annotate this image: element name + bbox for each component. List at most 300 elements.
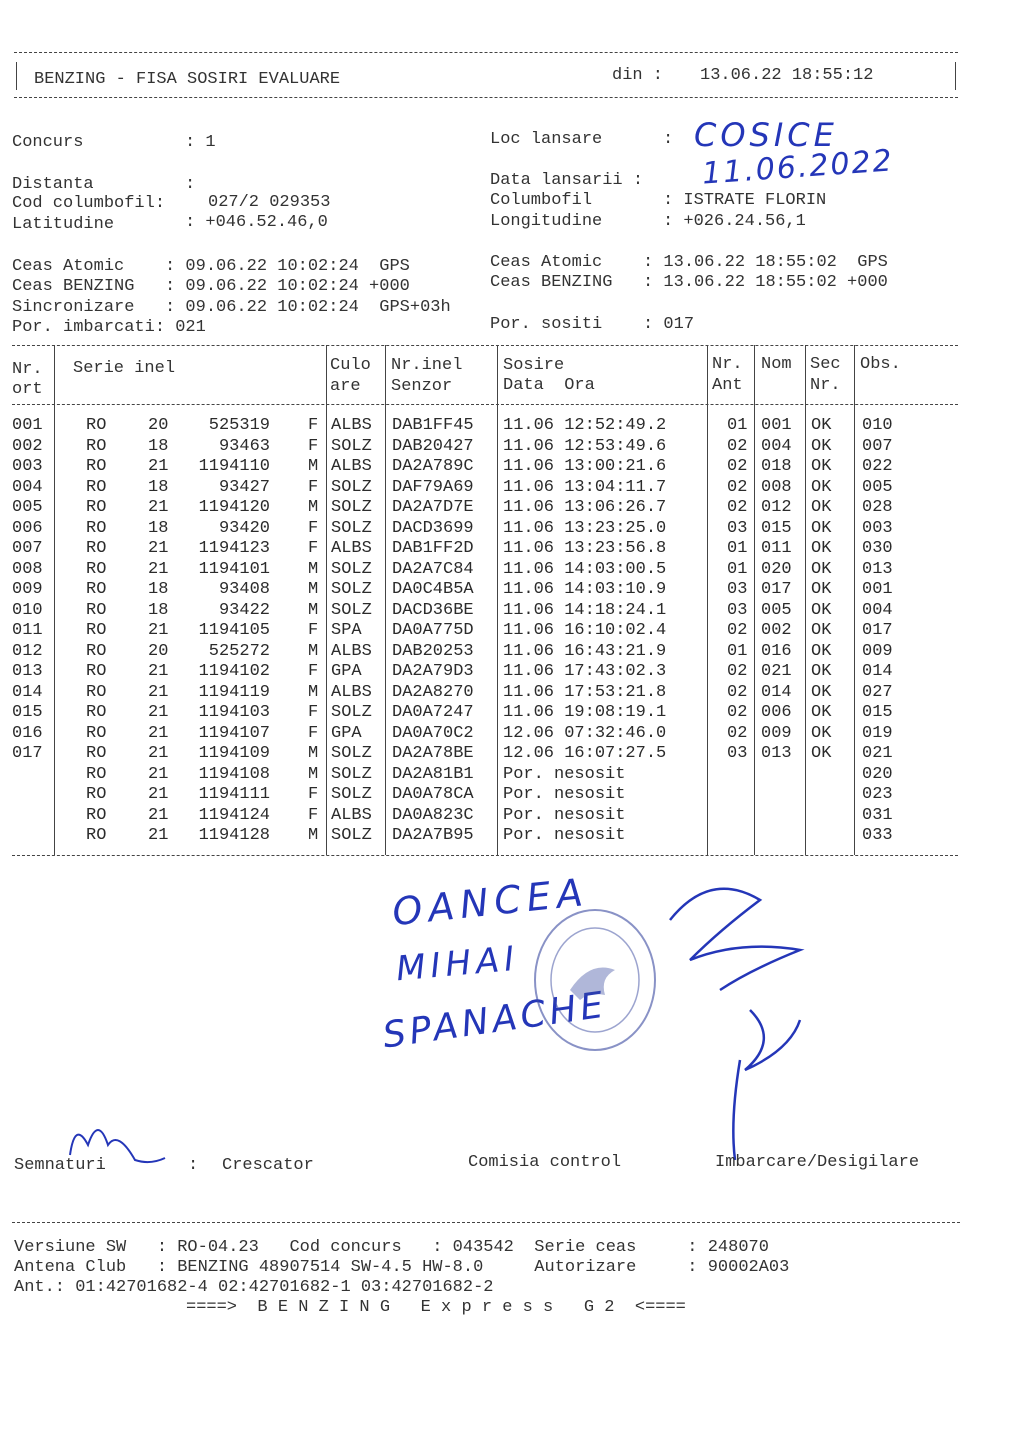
row-senzor: DA2A7B95 — [392, 826, 474, 845]
row-tara: RO — [86, 662, 107, 681]
row-inel: 525272 — [208, 641, 270, 661]
row-culoare: ALBS — [331, 805, 372, 825]
table-row — [0, 724, 1000, 744]
row-nom: 021 — [761, 662, 792, 681]
row-senzor: DA0A70C2 — [392, 723, 474, 743]
row-sec: OK — [811, 723, 832, 743]
row-sex: F — [308, 662, 319, 681]
row-sosire: 11.06 16:43:21.9 — [503, 641, 667, 661]
row-an: 21 — [148, 559, 169, 579]
club-stamp — [520, 900, 670, 1060]
concurs-value: : 1 — [185, 133, 216, 152]
data-lansarii-label: Data lansarii : — [490, 171, 644, 190]
table-row — [0, 560, 1000, 580]
row-culoare: SOLZ — [331, 600, 372, 620]
row-sosire: 11.06 17:53:21.8 — [503, 682, 667, 702]
header-left-border — [16, 62, 17, 90]
row-sec: OK — [811, 436, 832, 456]
row-nom: 012 — [761, 498, 792, 517]
row-an: 18 — [148, 477, 169, 497]
table-row — [0, 437, 1000, 457]
row-obs: 027 — [862, 682, 893, 702]
handwritten-name-3: SPANACHE — [380, 984, 610, 1057]
row-nom: 005 — [761, 600, 792, 620]
row-sex: M — [308, 457, 319, 476]
th-culoare-2: are — [330, 377, 361, 396]
row-senzor: DAB1FF2D — [392, 539, 474, 558]
row-ant: 01 — [727, 416, 748, 435]
table-top-rule — [12, 345, 958, 346]
row-inel: 1194123 — [198, 539, 270, 558]
row-culoare: SOLZ — [331, 764, 372, 784]
row-sex: M — [308, 764, 319, 784]
row-obs: 031 — [862, 805, 893, 825]
table-row — [0, 416, 1000, 436]
row-sex: M — [308, 580, 319, 599]
row-obs: 015 — [862, 703, 893, 722]
row-nr: 004 — [12, 477, 43, 497]
row-nom: 011 — [761, 539, 792, 558]
row-an: 21 — [148, 539, 169, 558]
report-title: BENZING - FISA SOSIRI EVALUARE — [34, 70, 341, 89]
row-senzor: DACD3699 — [392, 518, 474, 538]
row-sec: OK — [811, 641, 832, 661]
row-sosire: 11.06 17:43:02.3 — [503, 662, 667, 681]
row-senzor: DA2A78BE — [392, 744, 474, 763]
row-sex: F — [308, 436, 319, 456]
row-inel: 1194108 — [198, 764, 270, 784]
row-sex: M — [308, 559, 319, 579]
row-obs: 020 — [862, 764, 893, 784]
row-sex: M — [308, 641, 319, 661]
row-culoare: GPA — [331, 723, 362, 743]
row-ant: 02 — [727, 498, 748, 517]
row-tara: RO — [86, 559, 107, 579]
row-nr: 006 — [12, 518, 43, 538]
row-nom: 002 — [761, 621, 792, 640]
row-sosire: 11.06 12:53:49.6 — [503, 436, 667, 456]
row-ant: 02 — [727, 436, 748, 456]
row-tara: RO — [86, 641, 107, 661]
latitudine-label: Latitudine — [12, 215, 115, 234]
row-sex: M — [308, 826, 319, 845]
row-nr: 003 — [12, 457, 43, 476]
th-senzor: Senzor — [391, 377, 453, 396]
row-sosire: 11.06 16:10:02.4 — [503, 621, 667, 640]
row-sex: M — [308, 600, 319, 620]
ceas-benzing-end: Ceas BENZING : 13.06.22 18:55:02 +000 — [490, 273, 888, 292]
row-nom: 017 — [761, 580, 792, 599]
row-nr: 010 — [12, 600, 43, 620]
th-data-ora: Data Ora — [503, 376, 595, 395]
row-ant: 02 — [727, 703, 748, 722]
row-sosire: 11.06 12:52:49.2 — [503, 416, 667, 435]
row-culoare: SOLZ — [331, 826, 372, 845]
row-obs: 005 — [862, 477, 893, 497]
th-nom: Nom — [761, 355, 792, 374]
th-nr-inel: Nr.inel — [391, 356, 463, 375]
row-culoare: ALBS — [331, 641, 372, 661]
row-sosire: 11.06 13:23:25.0 — [503, 518, 667, 538]
row-an: 21 — [148, 703, 169, 722]
row-ant: 03 — [727, 600, 748, 620]
row-obs: 009 — [862, 641, 893, 661]
th-nr-ant: Nr. — [712, 355, 743, 374]
row-senzor: DACD36BE — [392, 600, 474, 620]
row-nom: 009 — [761, 723, 792, 743]
row-ant: 02 — [727, 477, 748, 497]
table-row — [0, 826, 1000, 846]
row-sec: OK — [811, 457, 832, 476]
ceas-atomic-end: Ceas Atomic : 13.06.22 18:55:02 GPS — [490, 253, 888, 272]
row-ant: 02 — [727, 662, 748, 681]
row-tara: RO — [86, 785, 107, 804]
row-nr: 001 — [12, 416, 43, 435]
row-sex: F — [308, 416, 319, 435]
header-top-rule — [14, 52, 958, 53]
row-ant: 03 — [727, 580, 748, 599]
distanta-label: Distanta — [12, 175, 94, 194]
row-sec: OK — [811, 662, 832, 681]
table-row — [0, 539, 1000, 559]
row-inel: 1194105 — [198, 621, 270, 640]
table-row — [0, 621, 1000, 641]
row-nom: 020 — [761, 559, 792, 579]
row-senzor: DA0A7247 — [392, 703, 474, 722]
footer-line-3: Ant.: 01:42701682-4 02:42701682-1 03:42701682-2 — [14, 1278, 494, 1297]
table-bottom-rule — [12, 855, 958, 856]
row-nr: 013 — [12, 662, 43, 681]
comisia-label: Comisia control — [468, 1153, 622, 1172]
row-inel: 93427 — [218, 477, 270, 497]
row-inel: 1194128 — [198, 826, 270, 845]
row-culoare: SOLZ — [331, 703, 372, 722]
row-an: 21 — [148, 682, 169, 702]
columbofil-value: : ISTRATE FLORIN — [663, 191, 827, 210]
table-row — [0, 519, 1000, 539]
row-an: 21 — [148, 805, 169, 825]
row-senzor: DA0A823C — [392, 805, 474, 825]
row-sec: OK — [811, 703, 832, 722]
row-sex: M — [308, 682, 319, 702]
row-tara: RO — [86, 703, 107, 722]
row-ant: 02 — [727, 723, 748, 743]
row-tara: RO — [86, 723, 107, 743]
row-nr: 012 — [12, 641, 43, 661]
row-obs: 003 — [862, 518, 893, 538]
ceas-benzing-start: Ceas BENZING : 09.06.22 10:02:24 +000 — [12, 277, 410, 296]
row-sex: F — [308, 805, 319, 825]
row-nom: 014 — [761, 682, 792, 702]
row-an: 18 — [148, 580, 169, 599]
row-obs: 017 — [862, 621, 893, 640]
row-senzor: DAF79A69 — [392, 477, 474, 497]
table-row — [0, 744, 1000, 764]
row-culoare: SOLZ — [331, 785, 372, 804]
loc-lansare-handwritten: COSICE — [694, 116, 838, 154]
table-header-rule — [12, 404, 958, 405]
table-row — [0, 806, 1000, 826]
row-an: 20 — [148, 416, 169, 435]
row-tara: RO — [86, 416, 107, 435]
row-sec: OK — [811, 416, 832, 435]
handwritten-name-2: MIHAI — [394, 938, 521, 990]
table-row — [0, 765, 1000, 785]
row-culoare: SOLZ — [331, 477, 372, 497]
th-sec-nr: Nr. — [810, 376, 841, 395]
row-culoare: SPA — [331, 621, 362, 640]
row-ant: 01 — [727, 539, 748, 558]
row-inel: 1194109 — [198, 744, 270, 763]
table-row — [0, 498, 1000, 518]
row-obs: 022 — [862, 457, 893, 476]
row-sec: OK — [811, 600, 832, 620]
row-obs: 021 — [862, 744, 893, 763]
table-row — [0, 642, 1000, 662]
row-tara: RO — [86, 457, 107, 476]
row-nr: 008 — [12, 559, 43, 579]
row-nom: 015 — [761, 518, 792, 538]
row-ant: 02 — [727, 621, 748, 640]
row-inel: 1194101 — [198, 559, 270, 579]
row-senzor: DA2A7C84 — [392, 559, 474, 579]
header-right-border — [955, 62, 956, 90]
row-sex: F — [308, 723, 319, 743]
row-obs: 028 — [862, 498, 893, 517]
row-sosire: 11.06 13:00:21.6 — [503, 457, 667, 476]
row-senzor: DA2A7D7E — [392, 498, 474, 517]
row-nr: 002 — [12, 436, 43, 456]
row-senzor: DA2A81B1 — [392, 764, 474, 784]
row-an: 20 — [148, 641, 169, 661]
row-sec: OK — [811, 744, 832, 763]
row-an: 21 — [148, 662, 169, 681]
row-sec: OK — [811, 477, 832, 497]
row-obs: 014 — [862, 662, 893, 681]
table-row — [0, 601, 1000, 621]
row-inel: 1194119 — [198, 682, 270, 702]
row-sosire: Por. nesosit — [503, 805, 626, 825]
row-ant: 03 — [727, 744, 748, 763]
footer-line-1: Versiune SW : RO-04.23 Cod concurs : 043542 Serie ceas : 248070 — [14, 1238, 769, 1257]
row-ant: 01 — [727, 559, 748, 579]
row-sec: OK — [811, 580, 832, 599]
row-inel: 1194103 — [198, 703, 270, 722]
row-an: 21 — [148, 621, 169, 640]
row-culoare: ALBS — [331, 416, 372, 435]
th-obs: Obs. — [860, 355, 901, 374]
row-senzor: DA0A775D — [392, 621, 474, 640]
row-an: 21 — [148, 785, 169, 804]
columbofil-label: Columbofil — [490, 191, 593, 210]
table-row — [0, 580, 1000, 600]
table-row — [0, 703, 1000, 723]
row-an: 21 — [148, 744, 169, 763]
handwritten-name-1: OANCEA — [390, 869, 591, 935]
loc-lansare-label: Loc lansare — [490, 130, 603, 149]
row-an: 21 — [148, 457, 169, 476]
row-sec: OK — [811, 621, 832, 640]
row-sosire: Por. nesosit — [503, 785, 626, 804]
th-ant: Ant — [712, 376, 743, 395]
row-senzor: DA0C4B5A — [392, 580, 474, 599]
arrivals-table-body — [0, 416, 1000, 848]
table-row — [0, 478, 1000, 498]
row-inel: 1194102 — [198, 662, 270, 681]
row-senzor: DAB20253 — [392, 641, 474, 661]
row-nom: 006 — [761, 703, 792, 722]
row-an: 21 — [148, 498, 169, 517]
distanta-value: : — [185, 175, 196, 194]
row-sosire: 12.06 07:32:46.0 — [503, 723, 667, 743]
row-sec: OK — [811, 498, 832, 517]
cod-columbofil-label: Cod columbofil: — [12, 194, 166, 213]
row-sec: OK — [811, 559, 832, 579]
row-obs: 023 — [862, 785, 893, 804]
row-nom: 008 — [761, 477, 792, 497]
row-nom: 004 — [761, 436, 792, 456]
row-sosire: 11.06 13:23:56.8 — [503, 539, 667, 558]
row-nom: 001 — [761, 416, 792, 435]
row-tara: RO — [86, 805, 107, 825]
th-serie-inel: Serie inel — [73, 359, 176, 378]
row-tara: RO — [86, 498, 107, 517]
row-tara: RO — [86, 539, 107, 558]
table-row — [0, 662, 1000, 682]
row-senzor: DA0A78CA — [392, 785, 474, 804]
table-row — [0, 457, 1000, 477]
row-nr: 016 — [12, 723, 43, 743]
sincronizare: Sincronizare : 09.06.22 10:02:24 GPS+03h — [12, 298, 451, 317]
row-sosire: Por. nesosit — [503, 826, 626, 845]
row-an: 18 — [148, 518, 169, 538]
cod-columbofil-value: 027/2 029353 — [208, 193, 331, 212]
row-nom: 016 — [761, 641, 792, 661]
row-sex: F — [308, 477, 319, 497]
row-nr: 011 — [12, 621, 43, 640]
th-culoare: Culo — [330, 356, 371, 375]
footer-line-2: Antena Club : BENZING 48907514 SW-4.5 HW-8.0 Autorizare : 90002A03 — [14, 1258, 790, 1277]
row-inel: 1194124 — [198, 805, 270, 825]
footer-line-4: ====> B E N Z I N G E x p r e s s G 2 <==== — [186, 1298, 686, 1317]
row-culoare: GPA — [331, 662, 362, 681]
row-tara: RO — [86, 682, 107, 702]
data-lansarii-handwritten: 11.06.2022 — [701, 143, 895, 192]
row-nom: 018 — [761, 457, 792, 476]
loc-lansare-colon: : — [663, 130, 674, 149]
row-obs: 013 — [862, 559, 893, 579]
row-culoare: SOLZ — [331, 559, 372, 579]
semnaturi-label: Semnaturi — [14, 1156, 106, 1175]
imbarcare-label: Imbarcare/Desigilare — [715, 1153, 920, 1172]
row-senzor: DAB1FF45 — [392, 416, 474, 435]
ceas-atomic-start: Ceas Atomic : 09.06.22 10:02:24 GPS — [12, 257, 410, 276]
row-sosire: 12.06 16:07:27.5 — [503, 744, 667, 763]
row-an: 18 — [148, 600, 169, 620]
row-sex: F — [308, 621, 319, 640]
row-sosire: Por. nesosit — [503, 764, 626, 784]
row-an: 21 — [148, 764, 169, 784]
row-tara: RO — [86, 600, 107, 620]
longitudine-label: Longitudine — [490, 212, 603, 231]
row-nr: 005 — [12, 498, 43, 517]
row-inel: 93463 — [218, 436, 270, 456]
row-nr: 007 — [12, 539, 43, 558]
footer-rule — [12, 1222, 960, 1223]
th-nr: Nr. — [12, 360, 43, 379]
row-ant: 03 — [727, 518, 748, 538]
row-culoare: SOLZ — [331, 580, 372, 599]
row-ant: 01 — [727, 641, 748, 661]
row-inel: 1194107 — [198, 723, 270, 743]
row-tara: RO — [86, 436, 107, 456]
row-senzor: DA2A8270 — [392, 682, 474, 702]
row-obs: 033 — [862, 826, 893, 845]
row-sec: OK — [811, 518, 832, 538]
row-culoare: ALBS — [331, 539, 372, 558]
th-nr-2: ort — [12, 380, 43, 399]
row-nr: 015 — [12, 703, 43, 722]
row-sec: OK — [811, 682, 832, 702]
row-culoare: ALBS — [331, 682, 372, 702]
row-inel: 93408 — [218, 580, 270, 599]
row-tara: RO — [86, 477, 107, 497]
row-nr: 014 — [12, 682, 43, 702]
porumbei-imbarcati: Por. imbarcati: 021 — [12, 318, 206, 337]
porumbei-sositi: Por. sositi : 017 — [490, 315, 695, 334]
row-inel: 1194111 — [198, 785, 270, 804]
row-tara: RO — [86, 580, 107, 599]
row-inel: 93422 — [218, 600, 270, 620]
row-sex: M — [308, 744, 319, 763]
row-obs: 007 — [862, 436, 893, 456]
row-sosire: 11.06 14:18:24.1 — [503, 600, 667, 620]
row-nom: 013 — [761, 744, 792, 763]
row-an: 21 — [148, 723, 169, 743]
longitudine-value: : +026.24.56,1 — [663, 212, 806, 231]
row-sosire: 11.06 19:08:19.1 — [503, 703, 667, 722]
row-inel: 525319 — [208, 416, 270, 435]
row-tara: RO — [86, 764, 107, 784]
th-sec: Sec — [810, 355, 841, 374]
row-sec: OK — [811, 539, 832, 558]
row-culoare: SOLZ — [331, 436, 372, 456]
report-date-value: 13.06.22 18:55:12 — [700, 66, 874, 85]
row-sosire: 11.06 13:06:26.7 — [503, 498, 667, 517]
row-senzor: DA2A79D3 — [392, 662, 474, 681]
header-bottom-rule — [14, 97, 958, 98]
row-senzor: DA2A789C — [392, 457, 474, 476]
row-ant: 02 — [727, 457, 748, 476]
row-inel: 93420 — [218, 518, 270, 538]
row-nr: 009 — [12, 580, 43, 599]
row-inel: 1194120 — [198, 498, 270, 517]
row-tara: RO — [86, 744, 107, 763]
row-an: 18 — [148, 436, 169, 456]
row-culoare: SOLZ — [331, 518, 372, 538]
crescator-label: Crescator — [222, 1156, 314, 1175]
latitudine-value: : +046.52.46,0 — [185, 213, 328, 232]
row-culoare: SOLZ — [331, 498, 372, 517]
semnaturi-colon: : — [188, 1156, 199, 1175]
row-sex: F — [308, 518, 319, 538]
row-culoare: SOLZ — [331, 744, 372, 763]
row-sex: F — [308, 703, 319, 722]
row-obs: 004 — [862, 600, 893, 620]
report-date-label: din : — [612, 66, 664, 85]
table-row — [0, 785, 1000, 805]
th-sosire: Sosire — [503, 356, 565, 375]
